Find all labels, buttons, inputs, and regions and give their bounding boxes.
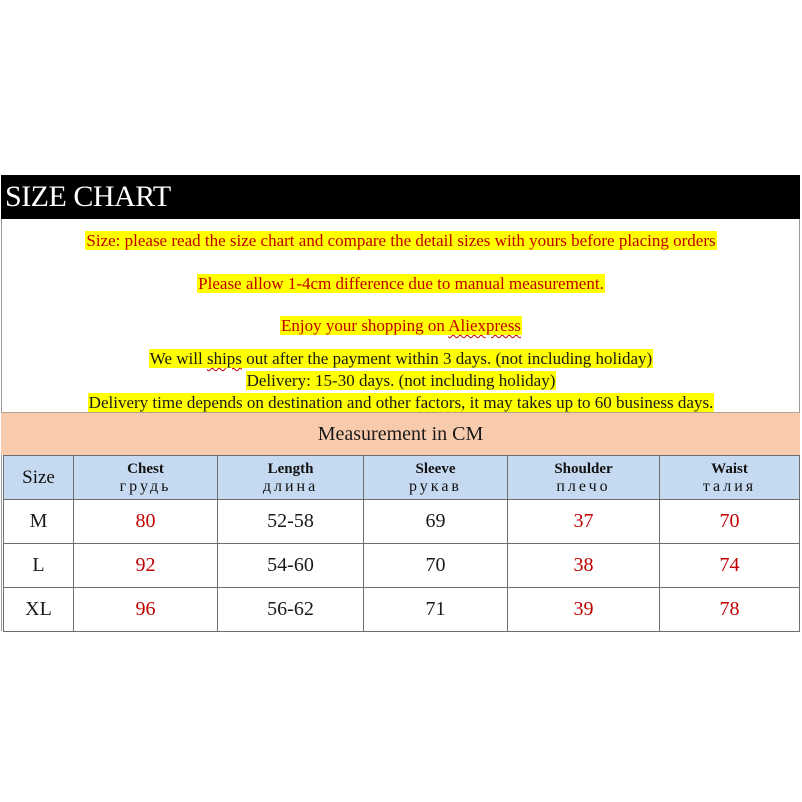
note-measurement-tolerance: Please allow 1-4cm difference due to manual measurement. (198, 274, 604, 293)
table-header-row (4, 456, 800, 500)
length-cell: 52-58 (218, 500, 364, 544)
note-shipping-time: We will ships out after the payment within 3 days. (not including holiday) (149, 349, 653, 368)
note-delivery-destination: Delivery time depends on destination and other factors, it may takes up to 60 business days. (88, 393, 714, 412)
sleeve-cell: 69 (364, 500, 508, 544)
waist-cell: 74 (660, 544, 800, 588)
shoulder-cell: 39 (508, 588, 660, 632)
length-cell: 54-60 (218, 544, 364, 588)
chest-cell: 80 (74, 500, 218, 544)
chest-cell: 96 (74, 588, 218, 632)
size-cell: XL (4, 588, 74, 632)
length-cell: 56-62 (218, 588, 364, 632)
waist-cell: 78 (660, 588, 800, 632)
column-header-chest: Chest грудь (74, 456, 218, 500)
size-table (3, 455, 800, 632)
column-header-waist: Waist талия (660, 456, 800, 500)
column-header-size: Size (4, 456, 74, 500)
note-size-advice: Size: please read the size chart and compare the detail sizes with yours before placing orders (86, 231, 716, 250)
note-delivery-time: Delivery: 15-30 days. (not including holiday) (246, 371, 556, 390)
column-header-sleeve: Sleeve рукав (364, 456, 508, 500)
size-chart-title: SIZE CHART (1, 175, 800, 219)
aliexpress-link: Aliexpress (448, 316, 521, 335)
table-row (4, 500, 800, 544)
column-header-length: Length длина (218, 456, 364, 500)
waist-cell: 70 (660, 500, 800, 544)
size-cell: L (4, 544, 74, 588)
shoulder-cell: 37 (508, 500, 660, 544)
note-enjoy-shopping: Enjoy your shopping on Aliexpress (281, 316, 521, 335)
measurement-unit-banner: Measurement in CM (1, 412, 800, 455)
sleeve-cell: 70 (364, 544, 508, 588)
chest-cell: 92 (74, 544, 218, 588)
sleeve-cell: 71 (364, 588, 508, 632)
shoulder-cell: 38 (508, 544, 660, 588)
size-cell: M (4, 500, 74, 544)
table-row (4, 544, 800, 588)
table-row (4, 588, 800, 632)
column-header-shoulder: Shoulder плечо (508, 456, 660, 500)
